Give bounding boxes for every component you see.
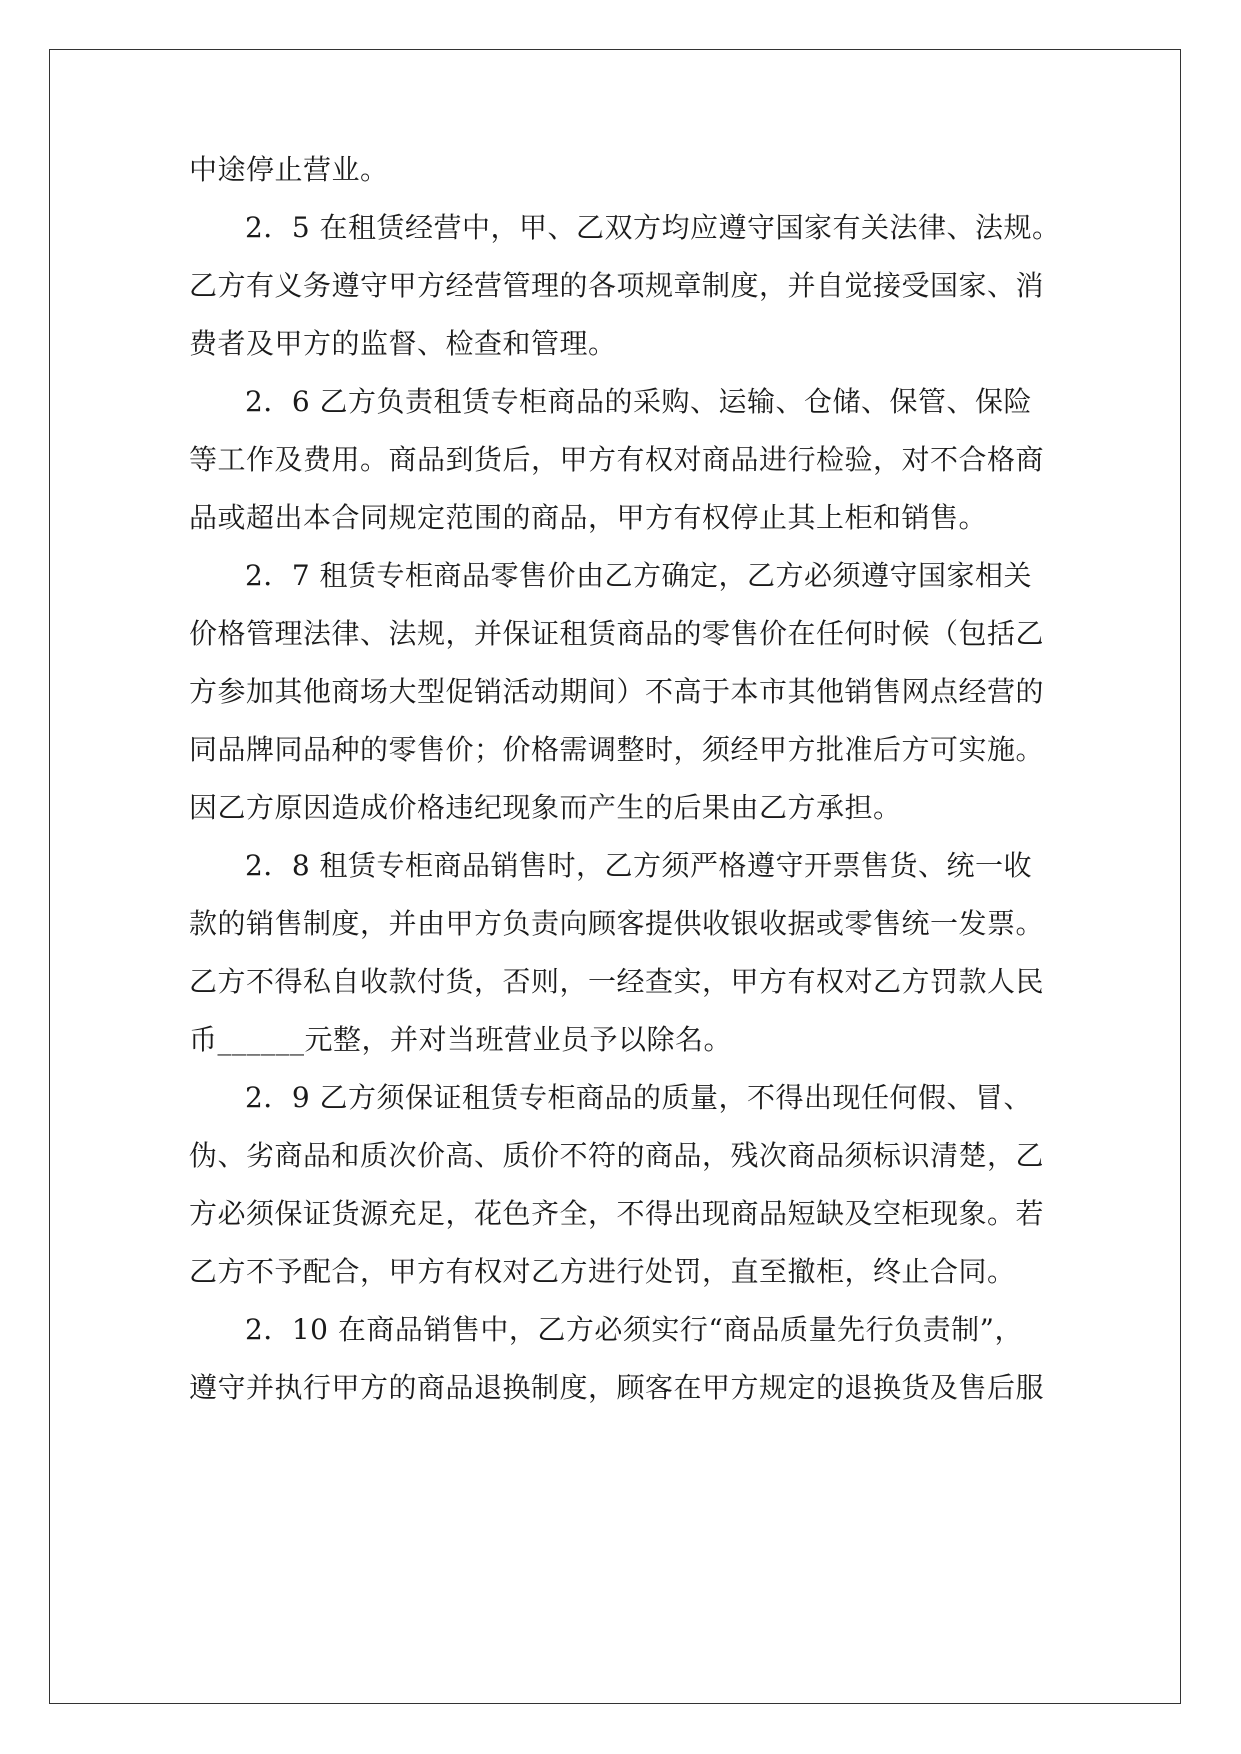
text-line: 因乙方原因造成价格违纪现象而产生的后果由乙方承担。 (189, 791, 902, 824)
clause-2-8-line: 2．8 租赁专柜商品销售时，乙方须严格遵守开票售货、统一收 (245, 849, 1033, 882)
text-line: 同品牌同品种的零售价；价格需调整时，须经甲方批准后方可实施。 (189, 733, 1045, 766)
clause-2-10-line: 2．10 在商品销售中，乙方必须实行“商品质量先行负责制”， (245, 1313, 1023, 1346)
text-line: 中途停止营业。 (189, 153, 389, 186)
text-line: 价格管理法律、法规，并保证租赁商品的零售价在任何时候（包括乙 (189, 617, 1045, 650)
text-line: 乙方有义务遵守甲方经营管理的各项规章制度，并自觉接受国家、消 (189, 269, 1045, 302)
text-line: 款的销售制度，并由甲方负责向顾客提供收银收据或零售统一发票。 (189, 907, 1045, 940)
text-line: 方参加其他商场大型促销活动期间）不高于本市其他销售网点经营的 (189, 675, 1045, 708)
text-line: 品或超出本合同规定范围的商品，甲方有权停止其上柜和销售。 (189, 501, 988, 534)
text-line: 方必须保证货源充足，花色齐全，不得出现商品短缺及空柜现象。若 (189, 1197, 1045, 1230)
clause-2-6-line: 2．6 乙方负责租赁专柜商品的采购、运输、仓储、保管、保险 (245, 385, 1033, 418)
text-line: 伪、劣商品和质次价高、质价不符的商品，残次商品须标识清楚，乙 (189, 1139, 1045, 1172)
text-line: 乙方不予配合，甲方有权对乙方进行处罚，直至撤柜，终止合同。 (189, 1255, 1016, 1288)
text-line: 等工作及费用。商品到货后，甲方有权对商品进行检验，对不合格商 (189, 443, 1045, 476)
clause-2-5-line: 2．5 在租赁经营中，甲、乙双方均应遵守国家有关法律、法规。 (245, 211, 1061, 244)
clause-2-7-line: 2．7 租赁专柜商品零售价由乙方确定，乙方必须遵守国家相关 (245, 559, 1033, 592)
text-line: 费者及甲方的监督、检查和管理。 (189, 327, 617, 360)
text-line: 乙方不得私自收款付货，否则，一经查实，甲方有权对乙方罚款人民 (189, 965, 1045, 998)
clause-2-9-line: 2．9 乙方须保证租赁专柜商品的质量，不得出现任何假、冒、 (245, 1081, 1033, 1114)
text-line: 遵守并执行甲方的商品退换制度，顾客在甲方规定的退换货及售后服 (189, 1371, 1045, 1404)
text-line: 币______元整，并对当班营业员予以除名。 (189, 1023, 733, 1056)
